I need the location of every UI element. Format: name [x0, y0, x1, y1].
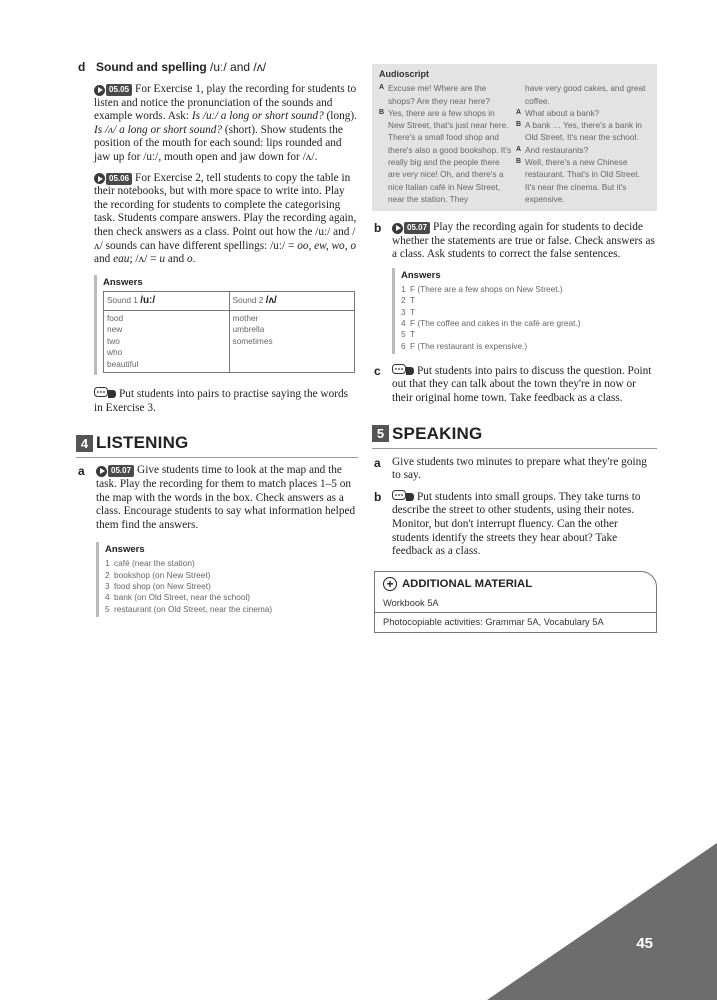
answers-list [401, 284, 657, 352]
text-italic: oo, ew, wo, o [297, 239, 356, 252]
text-italic: eau [113, 253, 130, 266]
section-title: LISTENING [96, 433, 189, 453]
speaking-heading [372, 424, 657, 444]
listening-section [76, 433, 358, 616]
word: beautiful [107, 358, 139, 369]
audio-code: 05.07 [404, 222, 430, 234]
listening-heading [76, 433, 358, 453]
page-corner-triangle [487, 843, 717, 1000]
answer-item: 4 bank (on Old Street, near the school) [105, 592, 251, 603]
right-column [372, 64, 657, 633]
audioscript-col-1 [379, 82, 513, 205]
listening-b-text [392, 221, 657, 262]
paragraph-exercise-1 [94, 83, 358, 165]
answer-item: 5 T [401, 329, 416, 340]
word: sometimes [232, 335, 273, 346]
text: Put students into pairs to practise saying the words in Exercise 3. [94, 388, 349, 414]
section-number: 4 [76, 435, 93, 452]
speech-bubbles-icon [392, 364, 414, 376]
script-line: B Well, there's a new Chinese restaurant. That's in Old Street. It's near the cinema. But it's expensive. [516, 157, 640, 204]
script-line: A And restaurants? [516, 144, 589, 155]
audio-badge[interactable] [392, 222, 430, 234]
word: new [107, 324, 123, 335]
sound-table [103, 291, 355, 374]
answer-item: 3 T [401, 306, 416, 317]
header-ipa: /uː/ [140, 295, 156, 307]
play-icon [94, 85, 105, 96]
speech-bubbles-icon [94, 387, 116, 399]
text: Give students time to look at the map and the task. Play the recording for them to match places 1–5 on the map with the words in the box. Check answers as a class. Encourage students to say what information helped them find the answers. [96, 464, 356, 531]
speaking-b-text [392, 490, 657, 559]
answers-heading: Answers [105, 544, 145, 556]
table-header-sound-1 [104, 291, 230, 310]
script-line: B A bank … Yes, there's a bank in Old Street. It's near the school. [516, 120, 642, 143]
additional-item: Photocopiable activities: Grammar 5A, Vocabulary 5A [375, 612, 656, 629]
audio-badge[interactable] [94, 84, 132, 96]
paragraph-pairs [94, 387, 358, 415]
paragraph-exercise-2 [94, 172, 358, 267]
script-line: B Yes, there are a few shops in New Street, that's just near here. There's a small food shop and there's also a good bookshop. It's really big and the people there are very nice! Oh, and there's a nice Italian café in New Street, near the station. They [379, 107, 512, 204]
sound-spelling-title [96, 60, 266, 74]
table-header-sound-2 [229, 291, 355, 310]
text-italic: Is /ʌ/ a long or short sound? [94, 123, 223, 136]
answers-heading: Answers [401, 270, 441, 282]
answers-list [105, 558, 358, 614]
header-ipa: /ʌ/ [265, 295, 277, 307]
speaking-item-a [374, 456, 657, 483]
speaking-a-text: Give students two minutes to prepare what they're going to say. [392, 455, 647, 482]
text: For Exercise 1, play the recording for students to listen and notice the pronunciation of the sounds and example words. Ask: [94, 83, 357, 123]
word: two [107, 335, 120, 346]
plus-circle-icon: + [383, 577, 397, 591]
table-cell-sound-1 [104, 310, 230, 373]
text: Put students into small groups. They take turns to describe the street to other students, using their notes. Monitor, but don't interrupt fluency. Can the other students identify the streets they hear about? Take feedback as a class. [392, 490, 641, 558]
sound-spelling-heading [78, 60, 358, 74]
listening-item-a [78, 464, 358, 532]
additional-material-heading [383, 577, 648, 591]
speech-bubbles-icon [392, 490, 414, 502]
audioscript-box [372, 64, 657, 211]
word: umbrella [232, 324, 265, 335]
listening-item-b [374, 221, 657, 262]
play-icon [96, 466, 107, 477]
item-letter: a [374, 455, 381, 470]
answer-item: 4 F (The coffee and cakes in the café are great.) [401, 317, 581, 328]
audio-badge[interactable] [94, 173, 132, 185]
text: and [165, 253, 187, 266]
audioscript-heading: Audioscript [379, 69, 430, 79]
speaking-item-b [374, 490, 657, 559]
audio-badge[interactable] [96, 465, 134, 477]
answers-box-true-false [392, 268, 657, 354]
additional-item: Workbook 5A [383, 597, 439, 608]
listening-c-text [392, 364, 657, 406]
speaking-section [372, 424, 657, 559]
page-number: 45 [636, 935, 653, 952]
audio-code: 05.06 [106, 173, 132, 185]
answer-item: 2 T [401, 295, 416, 306]
section-divider [372, 448, 657, 449]
text: Put students into pairs to discuss the question. Point out that they can talk about the town they're in now or their original home town. Take feedback as a class. [392, 364, 652, 405]
table-cell-sound-2 [229, 310, 355, 373]
section-title: SPEAKING [392, 423, 483, 443]
item-letter: d [78, 60, 86, 74]
item-letter: a [78, 464, 85, 479]
script-line: A Excuse me! Where are the shops? Are they near here? [379, 83, 490, 106]
answer-item: 5 restaurant (on Old Street, near the cinema) [105, 603, 273, 614]
listening-item-c [374, 364, 657, 406]
play-icon [94, 173, 105, 184]
answers-box-sounds [94, 275, 358, 376]
item-letter: b [374, 221, 382, 236]
answer-item: 1 café (near the station) [105, 558, 195, 569]
item-letter: c [374, 363, 381, 378]
script-line: have very good cakes, and great coffee. [525, 83, 646, 106]
title-text: Sound and spelling [96, 60, 207, 74]
answer-item: 2 bookshop (on New Street) [105, 569, 211, 580]
answers-heading: Answers [103, 276, 143, 288]
text: . [192, 253, 196, 266]
script-line: A What about a bank? [516, 107, 600, 118]
audio-code: 05.07 [108, 465, 134, 477]
answers-box-listening [96, 542, 358, 616]
text: (long). [323, 110, 357, 123]
section-number: 5 [372, 425, 389, 442]
left-column [76, 60, 358, 617]
audioscript-col-2 [516, 82, 650, 205]
word: who [107, 347, 123, 358]
header-label: Sound 2 [232, 295, 266, 306]
title-ipa: /uː/ and /ʌ/ [206, 60, 267, 74]
item-letter: b [374, 489, 382, 504]
text-italic: Is /uː/ a long or short sound? [191, 110, 324, 123]
word: food [107, 312, 124, 323]
answer-item: 3 food shop (on New Street) [105, 580, 211, 591]
additional-material-box [374, 571, 657, 633]
text-italic: o [187, 253, 193, 266]
listening-a-text [96, 464, 358, 532]
text: and [94, 253, 114, 266]
answer-item: 6 F (The restaurant is expensive.) [401, 340, 528, 351]
text: For Exercise 2, tell students to copy the table in their notebooks, but with more space to write into. Play the recording for students to complete the categorising task. Students compare answers. Play the recording again, then check answers as a class. Point out how the /uː/ and /ʌ/ sounds can have different spellings: /uː/ = [94, 171, 357, 252]
additional-title: ADDITIONAL MATERIAL [402, 577, 533, 590]
text: ; /ʌ/ = [129, 253, 160, 266]
text-italic: u [159, 253, 166, 266]
answer-item: 1 F (There are a few shops on New Street.) [401, 284, 563, 295]
word: mother [232, 312, 259, 323]
play-icon [392, 223, 403, 234]
text: Play the recording again for students to decide whether the statements are true or false. Check answers as a class. Ask students to correct the false sentences. [392, 221, 655, 261]
text: (short). Show students the position of the mouth for each sound: lips rounded and jaw up for /uː/, mouth open and jaw down for /ʌ/. [94, 123, 343, 163]
audio-code: 05.05 [106, 84, 132, 96]
section-divider [76, 457, 358, 458]
header-label: Sound 1 [107, 295, 141, 306]
